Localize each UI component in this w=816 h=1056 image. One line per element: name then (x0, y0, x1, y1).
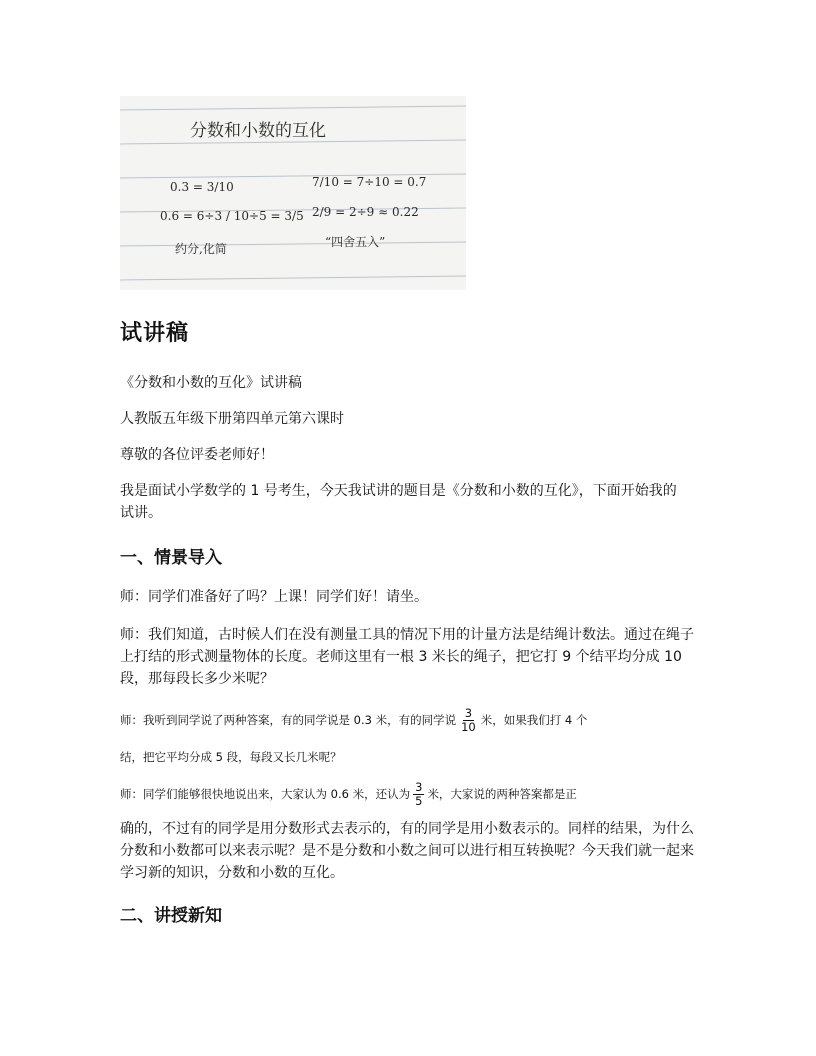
document-title: 试讲稿 (120, 321, 190, 346)
photo-right-line-2: 2/9 = 2÷9 ≈ 0.22 (312, 205, 419, 219)
fraction-numerator: 3 (464, 705, 473, 720)
scanned-line-3 (120, 779, 680, 808)
fraction-3-5 (413, 781, 424, 808)
scanned-line-2 (120, 746, 680, 768)
photo-right-line-1: 7/10 = 7÷10 = 0.7 (312, 175, 427, 189)
section-heading-2: 二、讲授新知 (120, 906, 222, 926)
fraction-denominator: 10 (461, 719, 476, 734)
lesson-title: 《分数和小数的互化》试讲稿 (120, 375, 302, 391)
fraction-3-10 (459, 707, 478, 734)
scanned-line-1-text-a: 师：我听到同学说了两种答案，有的同学说是 0.3 米，有的同学说 (120, 713, 457, 727)
teacher-line-2: 师：我们知道，古时候人们在没有测量工具的情况下用的计量方法是结绳计数法。通过在绳子上打结的形式测量物体的长度。老师这里有一根 3 米长的绳子，把它打 9 个结平均分成 10 段，那每段长多少米呢？ (120, 627, 694, 687)
photo-right-line-3: “四舍五入” (325, 235, 386, 249)
fraction-denominator: 5 (415, 793, 423, 808)
photo-title: 分数和小数的互化 (190, 121, 326, 141)
intro-paragraph: 我是面试小学数学的 1 号考生，今天我试讲的题目是《分数和小数的互化》，下面开始我的试讲。 (120, 483, 677, 521)
handwritten-notes-photo (120, 96, 466, 290)
photo-left-line-1: 0.3 = 3/10 (170, 180, 234, 194)
scanned-line-1 (120, 705, 680, 734)
section-heading-1: 一、情景导入 (120, 548, 222, 568)
teacher-line-1: 师：同学们准备好了吗？上课！同学们好！请坐。 (120, 589, 428, 605)
scanned-line-2-text: 结，把它平均分成 5 段，每段又长几米呢？ (120, 750, 342, 764)
scanned-line-3-text-a: 师：同学们能够很快地说出来，大家认为 0.6 米，还认为 (120, 787, 411, 801)
scanned-line-1-text-b: 米，如果我们打 4 个 (480, 713, 588, 727)
teacher-line-3: 确的，不过有的同学是用分数形式去表示的，有的同学是用小数表示的。同样的结果，为什么分数和小数都可以来表示呢？是不是分数和小数之间可以进行相互转换呢？今天我们就一起来学习新的知识，分数和小数的互化。 (120, 821, 694, 881)
greeting: 尊敬的各位评委老师好！ (120, 447, 274, 463)
photo-left-line-3: 约分,化简 (175, 242, 227, 256)
photo-left-line-2: 0.6 = 6÷3 / 10÷5 = 3/5 (160, 209, 304, 223)
scanned-line-3-text-b: 米，大家说的两种答案都是正 (427, 787, 577, 801)
fraction-numerator: 3 (415, 779, 423, 794)
textbook-info: 人教版五年级下册第四单元第六课时 (120, 411, 344, 427)
